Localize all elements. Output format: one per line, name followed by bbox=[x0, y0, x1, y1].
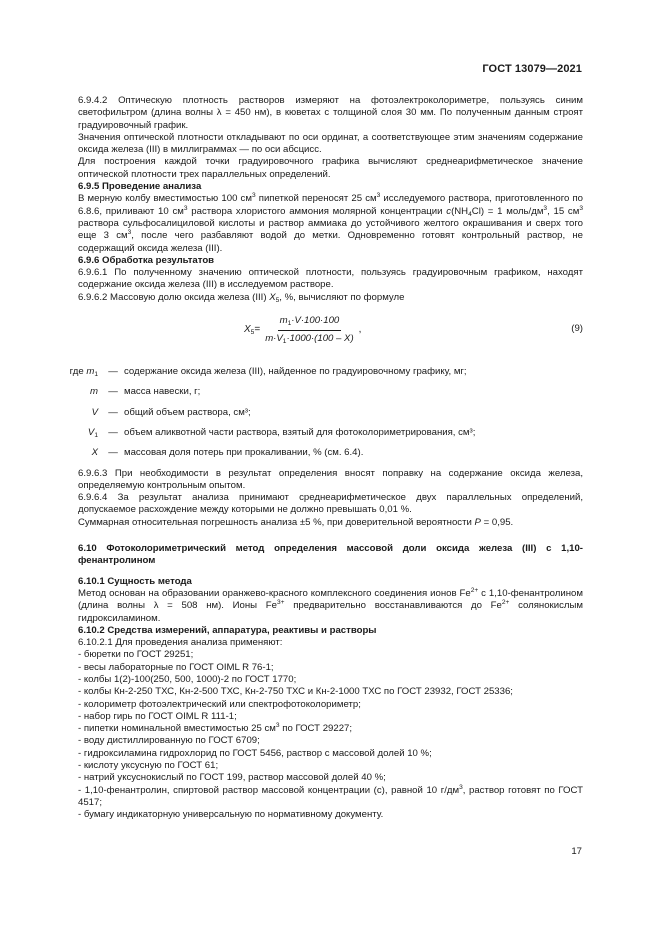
paragraph-error: Суммарная относительная погрешность анализа ±5 %, при доверительной вероятности P = 0,95. bbox=[78, 516, 514, 528]
list-item: - воду дистиллированную по ГОСТ 6709; bbox=[78, 735, 260, 747]
standard-header: ГОСТ 13079—2021 bbox=[482, 63, 582, 75]
formula-expression: $X_5$ = $\frac{m_1\cdot V\cdot 100\cdot 100}{m\cdot V_1\cdot 1000\cdot(100 - X)}$ , bbox=[244, 315, 362, 345]
heading-610: 6.10 Фотоколориметрический метод определения массовой доли оксида железа (III) с 1,10-фенантролином bbox=[78, 543, 583, 567]
formula-fraction bbox=[263, 315, 355, 345]
where-row: $V_1$ — объем аликвотной части раствора, взятый для фотоколориметрирования, см³; bbox=[87, 426, 476, 439]
list-item: - 1,10-фенантролин, спиртовой раствор массовой концентрации (с), равной 10 $г/дм^3$, раствор готовят по ГОСТ 4517; bbox=[78, 783, 583, 808]
list-item: - бумагу индикаторную универсальную по нормативному документу. bbox=[78, 809, 384, 821]
formula-lhs: $X_5$ bbox=[244, 323, 255, 336]
where-row: m — масса навески, г; bbox=[90, 386, 201, 398]
paragraph-6961: 6.9.6.1 По полученному значению оптической плотности, пользуясь градуировочным графиком, находят содержание оксида железа (III) в исследуемом растворе. bbox=[78, 267, 583, 291]
paragraph-6942: 6.9.4.2 Оптическую плотность растворов измеряют на фотоэлектроколориметре, пользуясь синим светофильтром (длина волны λ = 450 нм), в кюветах с толщиной слоя 30 мм. По полученным данным строят градуировочный график. bbox=[78, 95, 583, 131]
list-item: - натрий уксуснокислый по ГОСТ 199, раствор массовой долей 40 %; bbox=[78, 772, 386, 784]
paragraph-6963: 6.9.6.3 При необходимости в результат определения вносят поправку на содержание оксида железа, определяемую контрольным опытом. bbox=[78, 467, 583, 491]
list-item: - набор гирь по ГОСТ OIML R 111-1; bbox=[78, 710, 237, 722]
heading-695: 6.9.5 Проведение анализа bbox=[78, 181, 202, 193]
where-row: где $m_1$ — содержание оксида железа (III), найденное по градуировочному графику, мг; bbox=[69, 366, 467, 379]
where-list bbox=[48, 366, 583, 467]
list-item: - кислоту уксусную по ГОСТ 61; bbox=[78, 760, 219, 772]
list-item: - бюретки по ГОСТ 29251; bbox=[78, 649, 194, 661]
paragraph-6962: 6.9.6.2 Массовую долю оксида железа (III) $X_5$, %, вычисляют по формуле bbox=[78, 291, 405, 304]
paragraph-6101: Метод основан на образовании оранжево-красного комплексного соединения ионов $Fe^{2+}$ с 1,10-фенантролином (длина волны λ = 508 нм). Ионы $Fe^{3+}$ предварительно восстанавливаются до $Fe^{2+}$ солянокислым гидроксиламином. bbox=[78, 586, 583, 624]
list-item: - колориметр фотоэлектрический или спектрофотоколориметр; bbox=[78, 698, 361, 710]
where-row: X — массовая доля потерь при прокаливании, % (см. 6.4). bbox=[91, 447, 364, 459]
paragraph-61021: 6.10.2.1 Для проведения анализа применяют: bbox=[78, 637, 283, 649]
page-number: 17 bbox=[571, 846, 582, 857]
formula-9 bbox=[78, 310, 583, 354]
heading-696: 6.9.6 Обработка результатов bbox=[78, 254, 215, 266]
list-item: - колбы 1(2)-100(250, 500, 1000)-2 по ГОСТ 1770; bbox=[78, 673, 297, 685]
paragraph-6964: 6.9.6.4 За результат анализа принимают среднеарифметическое двух параллельных определений, допускаемое расхождение между которыми не должно превышать 0,01 %. bbox=[78, 492, 583, 516]
heading-6101: 6.10.1 Сущность метода bbox=[78, 575, 192, 587]
paragraph-axes: Значения оптической плотности откладывают по оси ординат, а соответствующее этим значениям содержание оксида железа (III) в миллиграммах — по оси абсцисс. bbox=[78, 131, 583, 156]
heading-6102: 6.10.2 Средства измерений, аппаратура, реактивы и растворы bbox=[78, 624, 377, 636]
formula-denominator: $m\cdot V_1\cdot 1000\cdot(100 - X)$ bbox=[265, 332, 354, 345]
list-item: - пипетки номинальной вместимостью 25 $см^3$ по ГОСТ 29227; bbox=[78, 722, 353, 735]
formula-numerator: $m_1\cdot V\cdot 100\cdot 100$ bbox=[278, 315, 342, 330]
page-content bbox=[69, 95, 584, 822]
formula-number: (9) bbox=[571, 323, 583, 335]
list-item: - колбы Кн-2-250 ТХС, Кн-2-500 ТХС, Кн-2-750 ТХС и Кн-2-1000 ТХС по ГОСТ 23932, ГОСТ 25336; bbox=[78, 686, 513, 698]
paragraph-mean: Для построения каждой точки градуировочного графика вычисляют среднеарифметическое значение оптической плотности трех параллельных определений. bbox=[78, 156, 583, 180]
formula-equals: = bbox=[254, 323, 261, 335]
list-item: - весы лабораторные по ГОСТ OIML R 76-1; bbox=[78, 661, 274, 673]
list-item: - гидроксиламина гидрохлорид по ГОСТ 5456, раствор с массовой долей 10 %; bbox=[78, 747, 432, 759]
where-row: V — общий объем раствора, см³; bbox=[91, 406, 251, 418]
paragraph-695: В мерную колбу вместимостью 100 $см^3$ пипеткой переносят 25 $см^3$ исследуемого раствора, приготовленного по 6.8.6, приливают 10 $см^3$ раствора хлористого аммония молярной концентрации $c(NH_4Cl) = 1$ моль/$дм^3$, 15 $см^3$ раствора сульфосалициловой кислоты и раствор аммиака до устойчивого желтого окрашивания и сверх того еще 3 $см^3$, после чего разбавляют водой до метки. Одновременно готовят контрольный раствор, не содержащий оксида железа (III). bbox=[78, 192, 584, 254]
